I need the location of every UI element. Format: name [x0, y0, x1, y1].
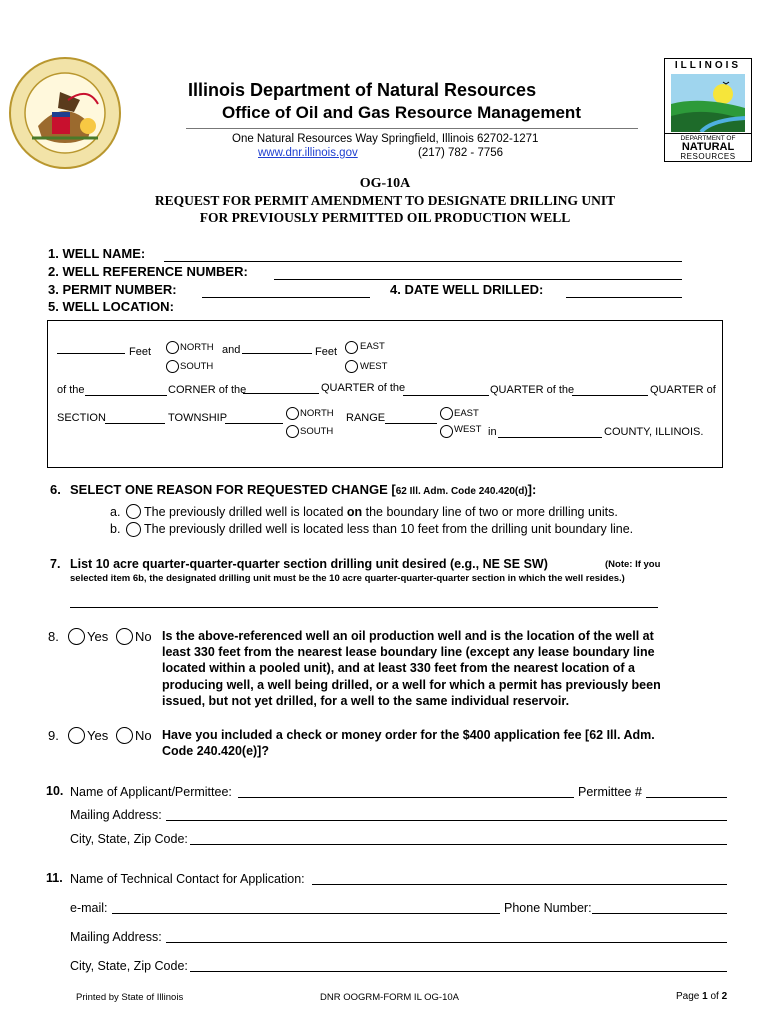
q10-number: 10.	[46, 784, 64, 798]
q9-no-radio[interactable]	[116, 727, 133, 744]
quarter2-field[interactable]	[403, 395, 489, 396]
contact-mailing-field[interactable]	[166, 942, 727, 943]
office-title: Office of Oil and Gas Resource Management	[222, 103, 581, 122]
dnr-logo-name1: NATURAL	[681, 141, 735, 153]
footer-page-mid: of	[707, 991, 722, 1002]
range-west-radio[interactable]	[440, 425, 453, 438]
range-east-label: EAST	[454, 408, 479, 419]
well-location-box	[47, 320, 723, 468]
q6-a-radio[interactable]	[126, 504, 141, 519]
contact-phone-label: Phone Number:	[504, 901, 592, 915]
township-south-radio[interactable]	[286, 425, 299, 438]
permittee-number-label: Permittee #	[578, 785, 642, 799]
date-drilled-label: 4. DATE WELL DRILLED:	[390, 282, 544, 297]
agency-address: One Natural Resources Way Springfield, Illinois 62702-1271	[232, 133, 539, 145]
corner-field[interactable]	[85, 395, 167, 396]
section-label: SECTION	[57, 412, 106, 424]
north-label: NORTH	[180, 342, 214, 353]
q9-yes-radio[interactable]	[68, 727, 85, 744]
well-reference-label: 2. WELL REFERENCE NUMBER:	[48, 264, 248, 279]
q7-note-2: selected item 6b, the designated drilling unit must be the 10 acre quarter-quarter-quarter section in which the well resides.)	[70, 573, 625, 584]
dnr-logo-top: ILLINOIS	[674, 60, 742, 71]
q8-line-1: Is the above-referenced well an oil production well and is the location of the well at	[162, 629, 654, 643]
q6-b-label: b.	[110, 522, 121, 536]
footer-page-pre: Page	[676, 991, 703, 1002]
in-label: in	[488, 426, 497, 438]
south-label: SOUTH	[180, 361, 214, 372]
quarter3-field[interactable]	[572, 395, 648, 396]
applicant-city-label: City, State, Zip Code:	[70, 832, 188, 846]
q8-line-3: located within a pooled unit), and at least 330 feet from the nearest location of a	[162, 661, 635, 675]
q9-line-1: Have you included a check or money order for the $400 application fee [62 Ill. Adm.	[162, 728, 655, 742]
permit-number-label: 3. PERMIT NUMBER:	[48, 282, 177, 297]
township-field[interactable]	[225, 423, 283, 424]
applicant-mailing-label: Mailing Address:	[70, 808, 162, 822]
west-label: WEST	[360, 361, 388, 372]
west-radio[interactable]	[345, 360, 358, 373]
contact-mailing-label: Mailing Address:	[70, 930, 162, 944]
agency-phone: (217) 782 - 7756	[418, 147, 504, 159]
county-field[interactable]	[498, 437, 602, 438]
contact-city-field[interactable]	[190, 971, 727, 972]
applicant-mailing-field[interactable]	[166, 820, 727, 821]
range-label: RANGE	[346, 412, 386, 424]
q6-b-radio[interactable]	[126, 522, 141, 537]
q8-line-5: issued, but not yet drilled, for a well to the same individual reservoir.	[162, 694, 570, 708]
of-the-label: of the	[57, 384, 85, 396]
county-illinois-label: COUNTY, ILLINOIS.	[604, 426, 704, 438]
q9-no-label: No	[135, 728, 152, 743]
north-radio[interactable]	[166, 341, 179, 354]
and-label: and	[222, 344, 241, 356]
form-heading-line2: FOR PREVIOUSLY PERMITTED OIL PRODUCTION WELL	[199, 210, 571, 225]
applicant-name-label: Name of Applicant/Permittee:	[70, 785, 232, 799]
feet-ns-field[interactable]	[57, 353, 125, 354]
q6-a-pre: The previously drilled well is located	[144, 505, 347, 519]
applicant-city-field[interactable]	[190, 844, 727, 845]
contact-phone-field[interactable]	[592, 913, 727, 914]
range-east-radio[interactable]	[440, 407, 453, 420]
township-north-label: NORTH	[300, 408, 334, 419]
quarter1-field[interactable]	[243, 393, 319, 394]
q8-line-4: producing well, a well being drilled, or a well for which a permit has previously been	[162, 678, 661, 692]
contact-name-field[interactable]	[312, 884, 727, 885]
dnr-landscape-icon	[671, 74, 745, 132]
feet-ns-label: Feet	[129, 346, 152, 358]
contact-email-field[interactable]	[112, 913, 500, 914]
q8-number: 8.	[48, 629, 59, 644]
footer-printed-by: Printed by State of Illinois	[76, 992, 184, 1003]
q9-number: 9.	[48, 728, 59, 743]
range-field[interactable]	[385, 423, 437, 424]
agency-title: Illinois Department of Natural Resources	[188, 80, 537, 100]
quarter-of-label: QUARTER of	[650, 384, 716, 396]
well-reference-field[interactable]	[274, 279, 682, 280]
feet-ew-label: Feet	[315, 346, 338, 358]
well-name-field[interactable]	[164, 261, 682, 262]
q8-yes-label: Yes	[87, 629, 109, 644]
q6-a-text	[144, 505, 618, 519]
range-west-label: WEST	[454, 424, 482, 435]
q11-number: 11.	[46, 871, 63, 885]
section-field[interactable]	[105, 423, 165, 424]
township-label: TOWNSHIP	[168, 412, 228, 424]
q6-question	[70, 482, 536, 497]
township-south-label: SOUTH	[300, 426, 334, 437]
q6-code: 62 Ill. Adm. Code 240.420(d)	[395, 486, 528, 497]
dnr-logo-dept: DEPARTMENT OF	[665, 133, 751, 142]
township-north-radio[interactable]	[286, 407, 299, 420]
permit-number-field[interactable]	[202, 297, 370, 298]
q6-number: 6.	[50, 482, 61, 497]
quarter-of-the-label-1: QUARTER of the	[321, 382, 406, 394]
q8-no-label: No	[135, 629, 152, 644]
footer-page-total: 2	[721, 991, 728, 1002]
q9-line-2: Code 240.420(e)]?	[162, 744, 269, 758]
footer-form-id: DNR OOGRM-FORM IL OG-10A	[320, 992, 459, 1003]
state-seal	[8, 56, 122, 170]
header-rule	[186, 128, 638, 129]
footer-page-number	[676, 991, 727, 1002]
well-name-label: 1. WELL NAME:	[48, 246, 146, 261]
q8-no-radio[interactable]	[116, 628, 133, 645]
east-radio[interactable]	[345, 341, 358, 354]
q6-a-post: the boundary line of two or more drilling units.	[362, 505, 618, 519]
dnr-logo	[664, 58, 752, 162]
date-drilled-field[interactable]	[566, 297, 682, 298]
form-code: OG-10A	[359, 176, 411, 191]
corner-of-the-label: CORNER of the	[168, 384, 247, 396]
q6-b-text: The previously drilled well is located less than 10 feet from the drilling unit boundary line.	[144, 522, 634, 536]
q7-note-1: (Note: If you	[605, 559, 661, 570]
agency-website-link[interactable]: www.dnr.illinois.gov	[258, 147, 358, 159]
q8-yes-radio[interactable]	[68, 628, 85, 645]
q7-number: 7.	[50, 557, 61, 571]
applicant-name-field[interactable]	[238, 797, 574, 798]
q6-text: SELECT ONE REASON FOR REQUESTED CHANGE [	[70, 482, 396, 497]
quarter-of-the-label-2: QUARTER of the	[490, 384, 575, 396]
q9-yes-label: Yes	[87, 728, 109, 743]
contact-email-label: e-mail:	[70, 901, 108, 915]
q6-a-bold: on	[346, 505, 363, 519]
q7-drilling-unit-field[interactable]	[70, 607, 658, 608]
q6-a-label: a.	[110, 505, 121, 519]
q7-text: List 10 acre quarter-quarter-quarter section drilling unit desired (e.g., NE SE SW)	[70, 557, 548, 571]
footer-page-current: 1	[702, 991, 708, 1002]
south-radio[interactable]	[166, 360, 179, 373]
feet-ew-field[interactable]	[242, 353, 312, 354]
east-label: EAST	[360, 341, 385, 352]
contact-name-label: Name of Technical Contact for Application:	[70, 872, 305, 886]
q8-line-2: least 330 feet from the nearest lease boundary line (except any lease boundary line	[162, 645, 655, 659]
q6-end: ]:	[527, 482, 537, 497]
permittee-number-field[interactable]	[646, 797, 727, 798]
form-heading-line1: REQUEST FOR PERMIT AMENDMENT TO DESIGNATE DRILLING UNIT	[154, 193, 616, 208]
well-location-label: 5. WELL LOCATION:	[48, 299, 174, 314]
contact-city-label: City, State, Zip Code:	[70, 959, 188, 973]
dnr-logo-name2: RESOURCES	[680, 152, 736, 161]
